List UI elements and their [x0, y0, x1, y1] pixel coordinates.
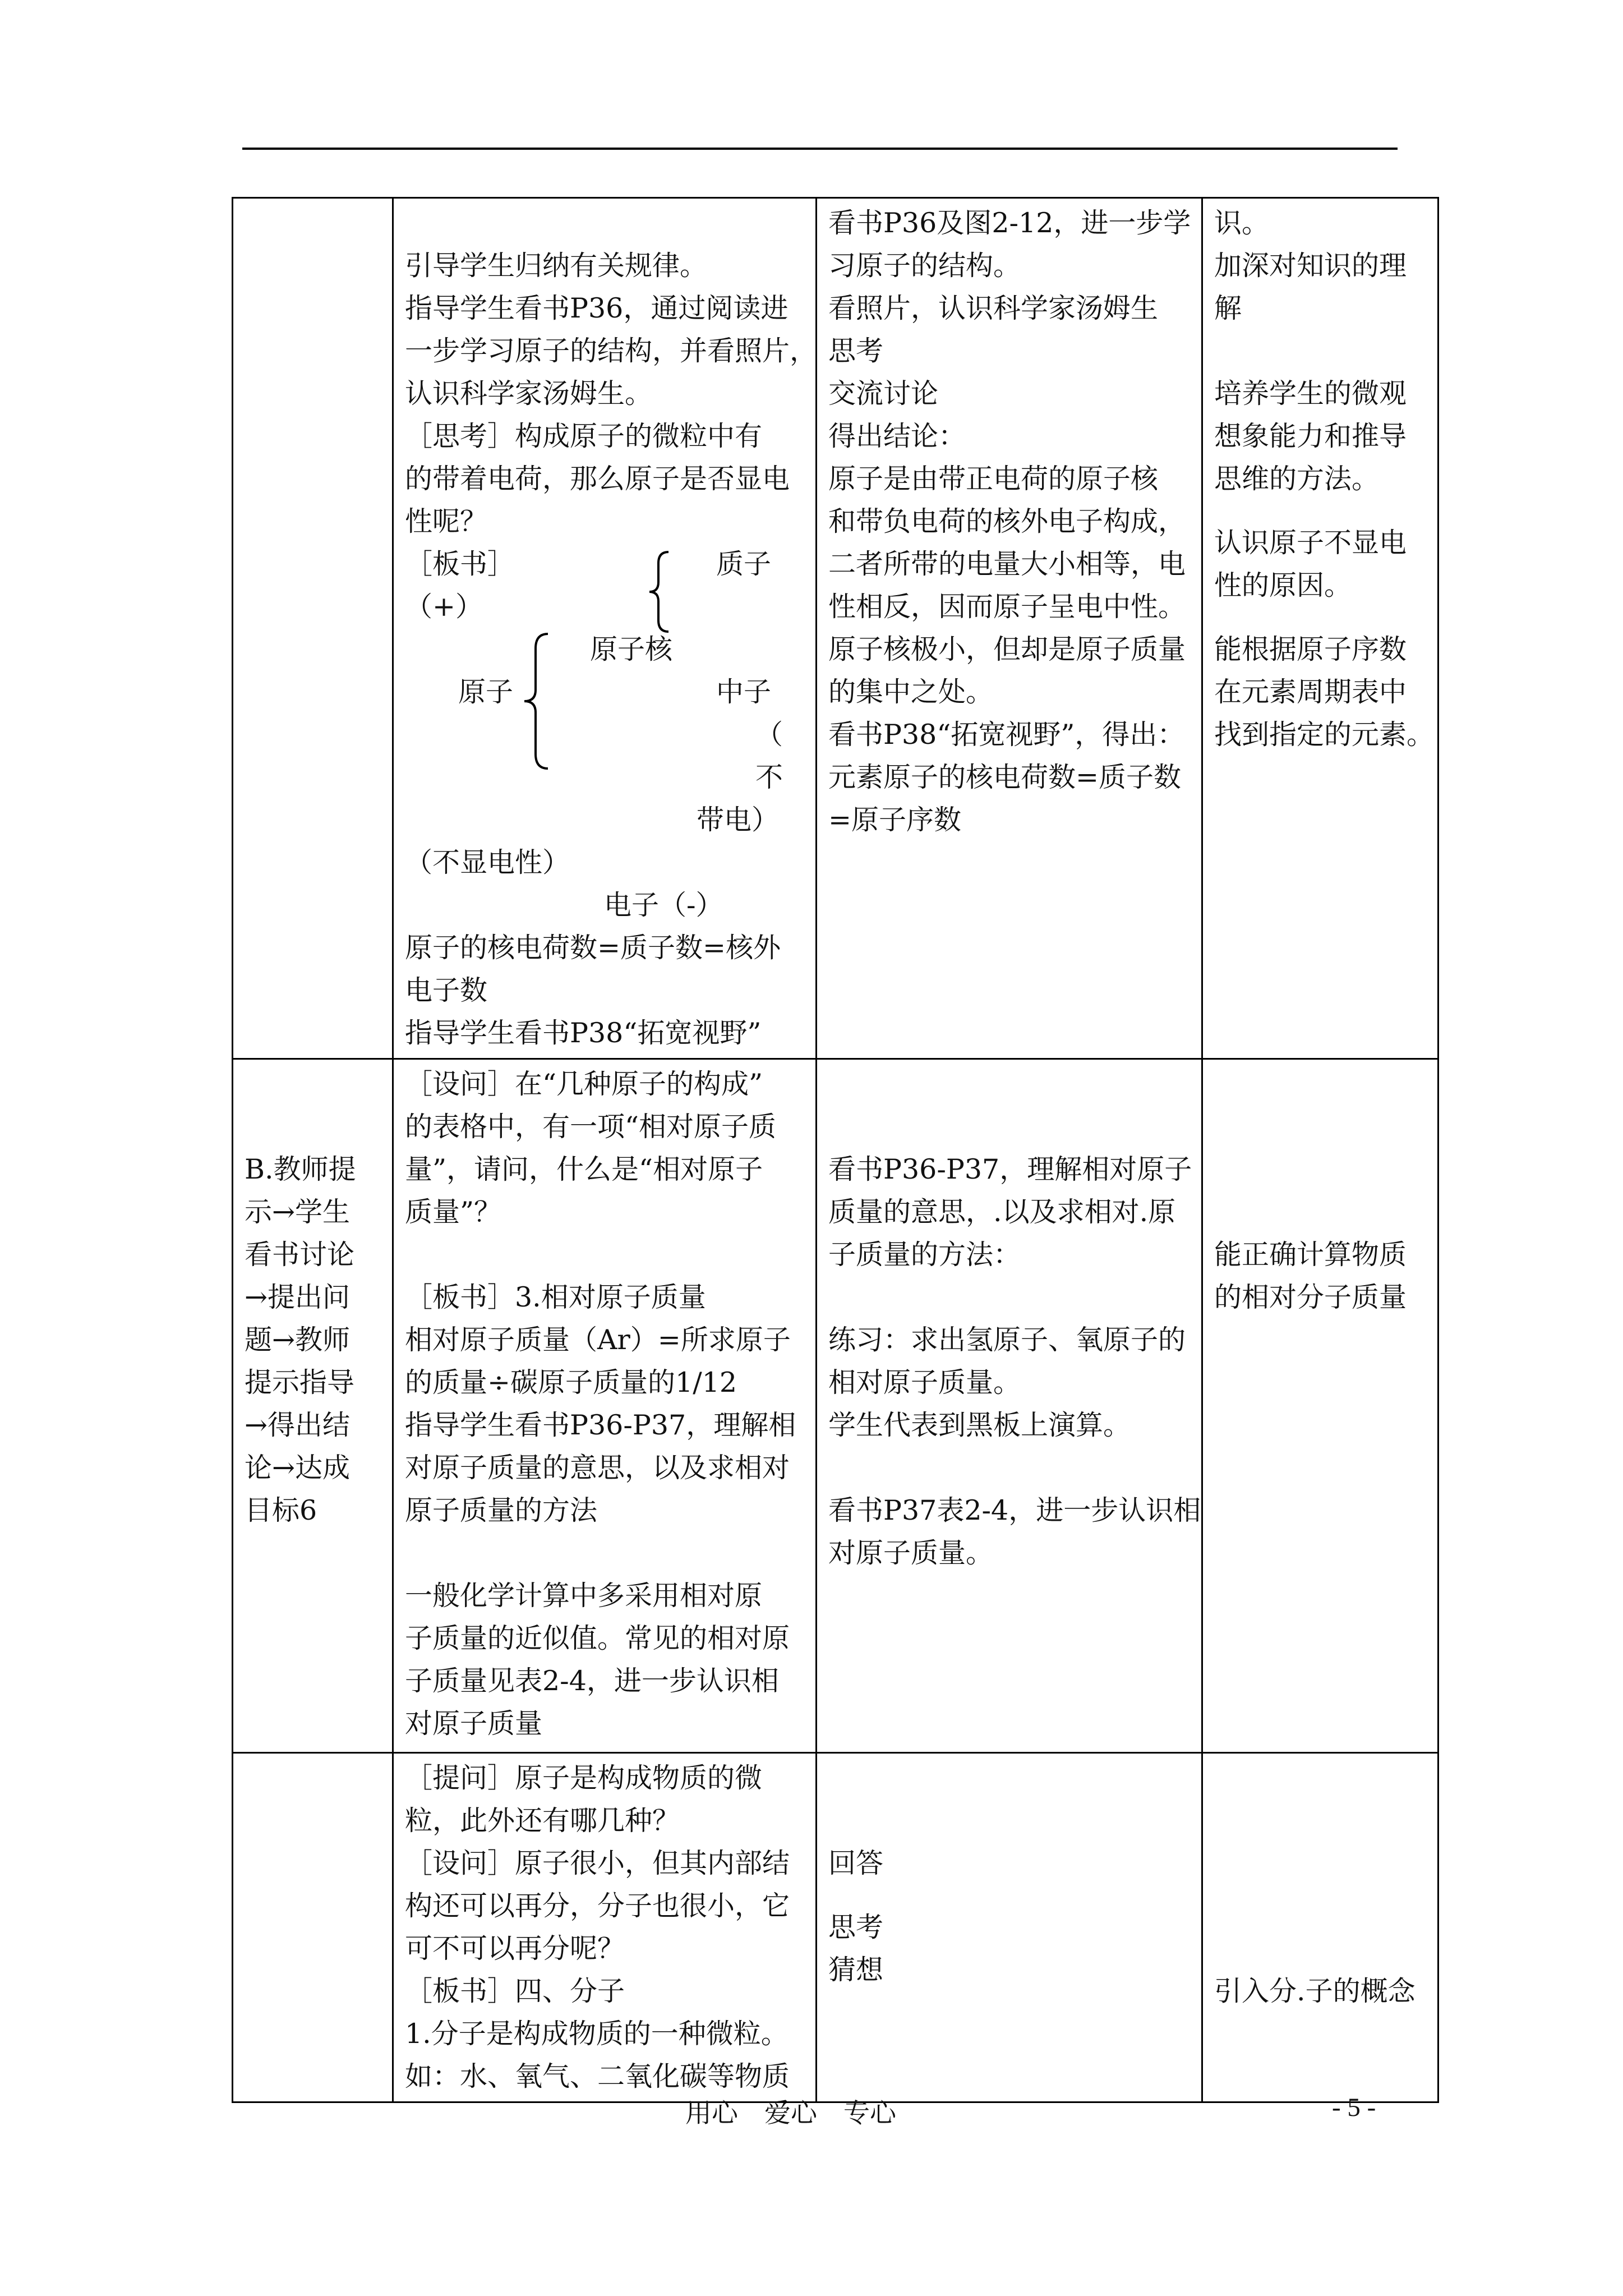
text-line: →得出结 — [245, 1409, 351, 1441]
text-line: 1.分子是构成物质的一种微粒。 — [405, 2018, 789, 2050]
lesson-plan-table — [232, 197, 1439, 2103]
teacher-activity-cell — [393, 198, 817, 1059]
table-row — [233, 198, 1438, 1059]
stage-cell — [233, 198, 393, 1059]
stage-cell — [233, 1059, 393, 1753]
text-line: B.教师提 — [245, 1153, 356, 1185]
text-line: ［设问］在“几种原子的构成” — [405, 1068, 763, 1100]
text-line: 找到指定的元素。 — [1214, 719, 1435, 751]
neutron-note-not: 不 — [755, 761, 783, 793]
design-intent-cell — [1202, 198, 1438, 1059]
text-line: 的集中之处。 — [828, 676, 994, 708]
text-line: 可不可以再分呢？ — [405, 1932, 625, 1964]
header-rule — [242, 148, 1398, 150]
text-line: 认识科学家汤姆生。 — [405, 378, 653, 409]
text-line: 性相反，因而原子呈电中性。 — [828, 591, 1186, 623]
nucleus-label: 原子核 — [590, 633, 673, 665]
text-line: 子质量的方法： — [828, 1239, 1021, 1271]
text-line: 交流讨论 — [828, 378, 939, 409]
text-line: 子质量的近似值。常见的相对原 — [405, 1622, 790, 1654]
text-line: ［思考］构成原子的微粒中有 — [405, 420, 763, 452]
text-line: 回答 — [828, 1847, 884, 1879]
text-line: 构还可以再分，分子也很小，它 — [405, 1890, 790, 1922]
neutron-label: 中子 — [716, 676, 772, 708]
text-line: ［板书］四、分子 — [405, 1975, 625, 2007]
text-line: 培养学生的微观 — [1214, 378, 1407, 409]
text-line: 的质量÷碳原子质量的1/12 — [405, 1366, 737, 1398]
text-line: 原子是由带正电荷的原子核 — [828, 463, 1159, 495]
teacher-activity-cell — [393, 1753, 817, 2102]
text-line: 在元素周期表中 — [1214, 676, 1407, 708]
text-line: 看书P36-P37，理解相对原子 — [828, 1153, 1192, 1185]
text-line: 练习：求出氢原子、氧原子的 — [828, 1324, 1186, 1356]
text-line: 粒，此外还有哪几种？ — [405, 1805, 680, 1837]
text-line: 看书P38“拓宽视野”，得出： — [828, 719, 1185, 751]
atom-label: 原子 — [458, 676, 514, 708]
text-line: 相对原子质量（Ar）=所求原子 — [405, 1324, 791, 1356]
text-line: ［提问］原子是构成物质的微 — [405, 1762, 763, 1794]
atom-structure-diagram — [405, 543, 804, 884]
text-line: 得出结论： — [828, 420, 966, 452]
text-line: 性呢？ — [405, 505, 488, 537]
text-line: ［板书］3.相对原子质量 — [405, 1281, 706, 1313]
text-line: 原子核极小，但却是原子质量 — [828, 633, 1186, 665]
text-line: 思考 — [828, 335, 884, 367]
student-activity-cell — [817, 1753, 1202, 2102]
student-activity-cell — [817, 1059, 1202, 1753]
text-line: 二者所带的电量大小相等，电 — [828, 548, 1186, 580]
nucleus-brace — [646, 550, 674, 634]
text-line: 指导学生看书P36-P37，理解相 — [405, 1409, 796, 1441]
text-line: 猜想 — [828, 1954, 884, 1986]
text-line: 子质量见表2-4，进一步认识相 — [405, 1665, 779, 1697]
text-line: 想象能力和推导 — [1214, 420, 1407, 452]
text-line: 一步学习原子的结构，并看照片， — [405, 335, 818, 367]
text-line: 看书讨论 — [245, 1239, 355, 1271]
board-label: ［板书］ — [405, 548, 515, 580]
table-row — [233, 1059, 1438, 1753]
text-line: 学生代表到黑板上演算。 — [828, 1409, 1131, 1441]
proton-charge-label: （+） — [405, 591, 483, 623]
text-line: 习原子的结构。 — [828, 250, 1021, 282]
text-line: 看书P37表2-4，进一步认识相 — [828, 1494, 1201, 1526]
text-line: 和带负电荷的核外电子构成， — [828, 505, 1186, 537]
atom-brace — [520, 632, 554, 771]
text-line: 的相对分子质量 — [1214, 1281, 1407, 1313]
text-line: 题→教师 — [245, 1324, 351, 1356]
text-line: 的带着电荷，那么原子是否显电 — [405, 463, 790, 495]
text-line: 原子的核电荷数=质子数=核外 — [405, 932, 781, 964]
design-intent-cell — [1202, 1059, 1438, 1753]
text-line: 思考 — [828, 1911, 884, 1943]
text-line: 示→学生 — [245, 1196, 351, 1228]
text-line: 质量的意思，.以及求相对.原 — [828, 1196, 1176, 1228]
neutron-note-paren: （ — [755, 719, 783, 751]
proton-label: 质子 — [716, 548, 772, 580]
text-line: 指导学生看书P36，通过阅读进 — [405, 292, 789, 324]
neutron-note-uncharged: 带电） — [697, 804, 780, 836]
text-line: =原子序数 — [828, 804, 962, 836]
atom-neutral-note: （不显电性） — [405, 846, 570, 878]
text-line: 电子数 — [405, 974, 488, 1006]
text-line: 看书P36及图2-12，进一步学 — [828, 207, 1191, 239]
text-line: 思维的方法。 — [1214, 463, 1380, 495]
text-line: 量”，请问，什么是“相对原子 — [405, 1153, 763, 1185]
page-number: - 5 - — [1332, 2093, 1376, 2122]
footer-motto: 用心 爱心 专心 — [685, 2098, 896, 2129]
stage-cell — [233, 1753, 393, 2102]
text-line: 引入分.子的概念 — [1214, 1975, 1415, 2007]
design-intent-cell — [1202, 1753, 1438, 2102]
text-line: 识。 — [1214, 207, 1270, 239]
text-line: 引导学生归纳有关规律。 — [405, 250, 708, 282]
text-line: 元素原子的核电荷数=质子数 — [828, 761, 1182, 793]
text-line: 对原子质量 — [405, 1708, 543, 1740]
text-line: 的表格中，有一项“相对原子质 — [405, 1111, 777, 1143]
text-line: 相对原子质量。 — [828, 1366, 1021, 1398]
text-line: →提出问 — [245, 1281, 351, 1313]
student-activity-cell — [817, 198, 1202, 1059]
text-line: 能正确计算物质 — [1214, 1239, 1407, 1271]
text-line: 提示指导 — [245, 1366, 355, 1398]
text-line: 如：水、氧气、二氧化碳等物质 — [405, 2060, 790, 2092]
text-line: 对原子质量。 — [828, 1537, 994, 1569]
text-line: 指导学生看书P38“拓宽视野” — [405, 1017, 762, 1049]
text-line: 质量”？ — [405, 1196, 502, 1228]
text-line: 认识原子不显电 — [1214, 527, 1407, 559]
text-line: ［设问］原子很小，但其内部结 — [405, 1847, 790, 1879]
text-line: 目标6 — [245, 1494, 317, 1526]
text-line: 对原子质量的意思，以及求相对 — [405, 1452, 790, 1484]
teacher-activity-cell — [393, 1059, 817, 1753]
text-line: 论→达成 — [245, 1452, 351, 1484]
table-row — [233, 1753, 1438, 2102]
text-line: 原子质量的方法 — [405, 1494, 598, 1526]
electron-label: 电子（-） — [604, 889, 723, 921]
text-line: 性的原因。 — [1214, 569, 1352, 601]
text-line: 看照片，认识科学家汤姆生 — [828, 292, 1159, 324]
text-line: 一般化学计算中多采用相对原 — [405, 1580, 763, 1612]
text-line: 能根据原子序数 — [1214, 633, 1407, 665]
text-line: 解 — [1214, 292, 1242, 324]
text-line: 加深对知识的理 — [1214, 250, 1407, 282]
